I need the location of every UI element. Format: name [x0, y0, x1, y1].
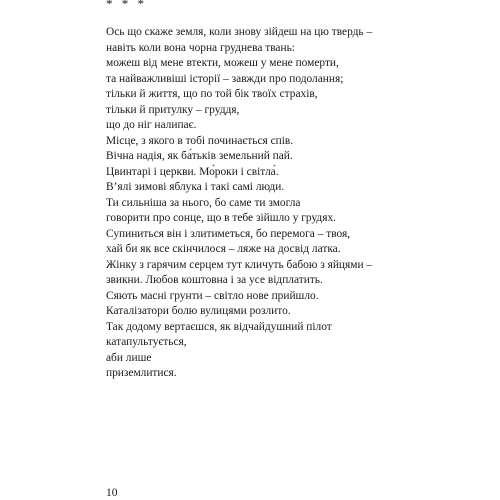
poem-line: тільки й життя, що по той бік твоїх страхів,	[106, 88, 318, 100]
poem-line: Жінку з гарячим серцем тут кличуть бабою з яйцями –	[106, 258, 373, 271]
section-asterism: * * *	[106, 0, 147, 11]
poem-line: Так додому вертаєшся, як відчайдушний пілот	[106, 320, 332, 333]
poem-line: Вічна надія, як ба́тьків земельний пай.	[106, 150, 293, 162]
poem-line: звикни. Любов коштовна і за усе відплатить.	[106, 274, 323, 286]
poem-line: що до ніг налипає.	[106, 119, 197, 131]
poem-line: Супиниться він і злитиметься, бо перемога – твоя,	[106, 227, 351, 240]
poem-line: Цвинтарі і церкви. Мо́роки і світла́.	[106, 165, 279, 178]
poem-line: тільки й притулку – груддя,	[106, 103, 240, 116]
poem-line: хай би як все скінчилося – ляже на досвід латка.	[106, 243, 341, 255]
poem-line: говорити про сонце, що в тебе зійшло у грудях.	[106, 212, 337, 224]
poem-line: навіть коли вона чорна груднева твань:	[106, 41, 295, 54]
poem-line: Місце, з якого в тобі починається спів.	[106, 134, 294, 147]
page-number: 10	[106, 487, 118, 499]
poem-line: Ти сильніша за нього, бо саме ти змогла	[106, 196, 301, 209]
poem-line: катапультується,	[106, 336, 187, 348]
poem-line: можеш від мене втекти, можеш у мене померти,	[106, 57, 339, 69]
poem-line: Сяють масні грунти – світло нове прийшло.	[106, 289, 319, 302]
poem-line: В’ялі зимові яблука і такі самі люди.	[106, 181, 285, 193]
poem-text	[106, 25, 486, 382]
poem-line: Каталізатори болю вулицями розлито.	[106, 305, 291, 317]
poem-line: та найважливіші історії – завжди про подолання;	[106, 72, 344, 85]
poem-line: Ось що скаже земля, коли знову зійдеш на цю твердь –	[106, 26, 373, 38]
poem-line: приземлитися.	[106, 367, 177, 379]
poem-line: аби лише	[106, 351, 152, 364]
